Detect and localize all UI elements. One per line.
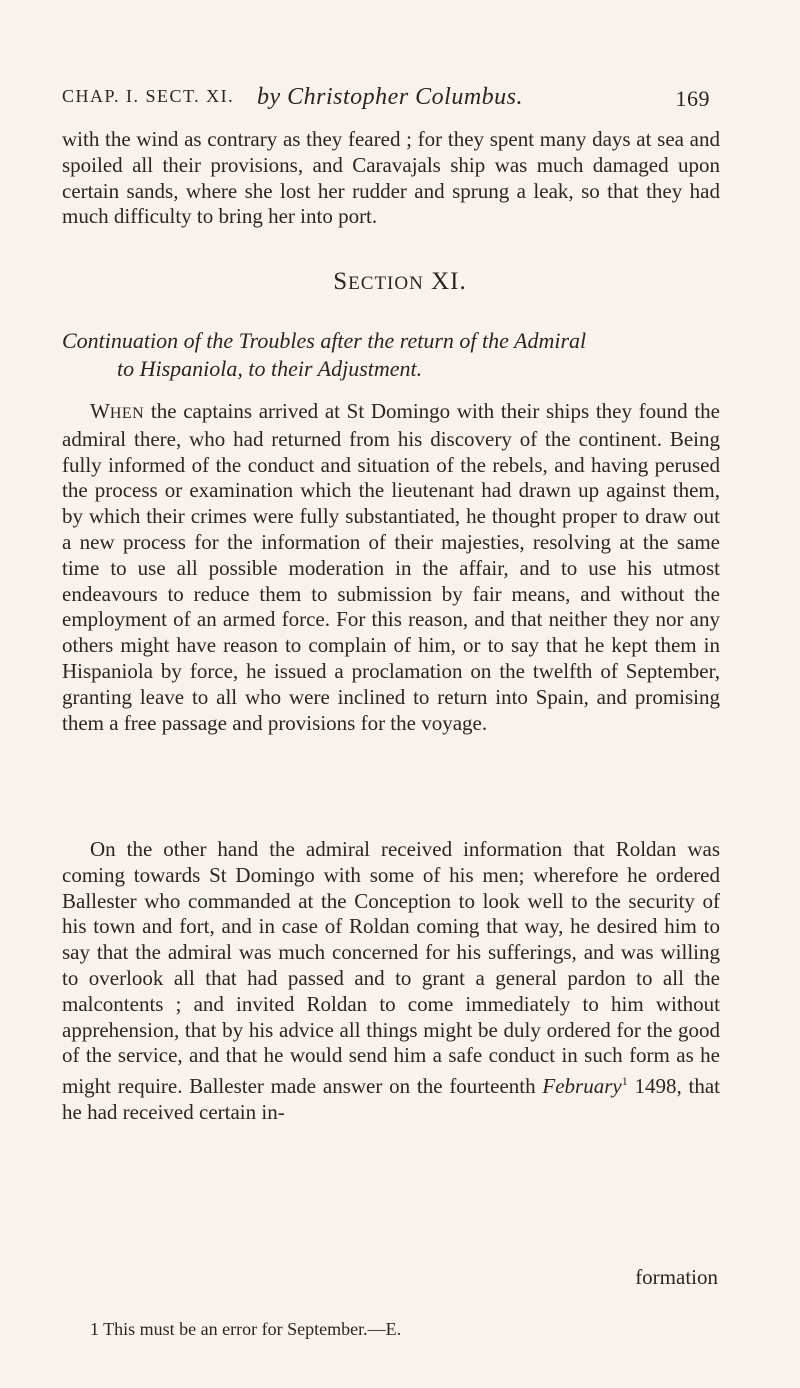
section-heading [0,268,800,296]
section-subtitle [62,327,720,383]
paragraph-opening [62,399,720,736]
section-number: XI. [431,268,467,295]
opening-paragraph-text: the captains arrived at St Domingo with their ships they found the admiral there, who had returned from his discovery of the continent. Being fully informed of the conduct and situation of the rebels, and having perused the process or examination which the lieutenant had drawn up against them, by which their crimes were fully substantiated, he thought proper to draw out a new process for the information of their majesties, resolving at the same time to use all possible moderation in the affair, and to use his utmost endeavours to reduce them to submission by fair means, and without the employment of an armed force. For this reason, and that neither they nor any others might have reason to complain of him, or to say that he kept them in Hispaniola by force, he issued a proclamation on the twelfth of September, granting leave to all who were inclined to return into Spain, and promising them a free passage and provisions for the voyage. [62,399,720,735]
section-heading-word: ECTION [348,273,424,294]
footnote: 1 This must be an error for September.—E. [90,1319,402,1339]
paragraph-body [62,837,720,1126]
opening-initial: W [90,399,110,423]
section-heading-initial: S [333,268,349,295]
chapter-section-label: CHAP. I. SECT. XI. [62,86,235,106]
running-title: by Christopher Columbus. [257,84,524,110]
body-text-end: 1498, that he had received certain in- [62,1074,720,1124]
footnote-reference: 1 [621,1074,628,1089]
subtitle-line-1: Continuation of the Troubles after the return of the Admiral [62,328,587,353]
paragraph-continued: with the wind as contrary as they feared ; for they spent many days at sea and spoiled all their provisions, and Caravajals ship was much damaged upon certain sands, where she lost her rudder and sprung a leak, so that they had much difficulty to bring her into port. [62,127,720,229]
catchword: formation [635,1265,718,1289]
opening-word-rest: HEN [109,405,145,422]
page-number: 169 [675,86,710,111]
subtitle-line-2: to Hispaniola, to their Adjustment. [117,356,423,381]
running-header [62,86,710,118]
month-italic: February [542,1074,622,1099]
body-text: On the other hand the admiral received information that Roldan was coming towards St Domingo with some of his men; wherefore he ordered Ballester who commanded at the Conception to look well to the security of his town and fort, and in case of Roldan coming that way, he desired him to say that the admiral was much concerned for his sufferings, and was willing to overlook all that had passed and to grant a general pardon to all the malcontents ; and invited Roldan to come immediately to him without apprehension, that by his advice all things might be duly ordered for the good of the service, and that he would send him a safe conduct in such form as he might require. Ballester made answer on the fourteenth [62,837,720,1099]
